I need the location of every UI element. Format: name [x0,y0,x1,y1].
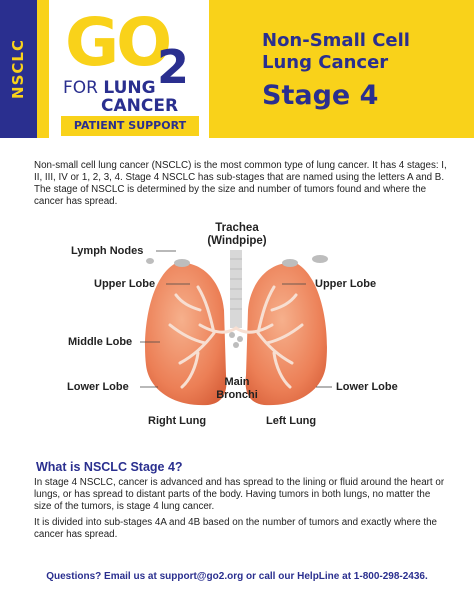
main-bronchi-label [212,376,262,402]
trachea-label-line2: (Windpipe) [207,235,267,247]
logo-for-lung [63,78,156,98]
left-lung-label: Left Lung [266,415,317,427]
logo-two: 2 [157,40,190,94]
section-paragraph-1: In stage 4 NSCLC, cancer is advanced and has spread to the lining or fluid around the heart or lungs, or has spread to distant parts of the body. Having tumors in both lungs, no matter the size of the tumors, is stage 4 lung cancer. [34,477,445,512]
title-line-1: Non-Small Cell [262,30,410,51]
logo-cancer: CANCER [101,96,179,116]
intro-paragraph: Non-small cell lung cancer (NSCLC) is the most common type of lung cancer. It has 4 stages: I, II, III, IV or 1, 2, 3, 4. Stage 4 NSCLC has sub-stages that are named using the letters A and B. The stage of NSCLC is determined by the size and number of tumors found and where the cancer has spread. [34,160,447,207]
section-heading: What is NSCLC Stage 4? [36,460,183,474]
patient-support-badge: PATIENT SUPPORT [61,116,199,136]
upper-lobe-right-lung-label: Upper Lobe [94,278,156,290]
main-bronchi-line2: Bronchi [216,389,258,401]
logo-go: GO [65,4,170,81]
logo-lung: LUNG [103,78,156,98]
page-title [262,30,410,74]
upper-lobe-left-lung-label: Upper Lobe [315,278,377,290]
title-line-2: Lung Cancer [262,52,389,73]
right-lung-label: Right Lung [148,415,207,427]
trachea-label-line1: Trachea [215,222,259,234]
go2-logo [49,0,209,138]
nsclc-tab [0,0,37,138]
stage-title: Stage 4 [262,80,379,111]
footer-contact: Questions? Email us at support@go2.org or call our HelpLine at 1-800-298-2436. [46,571,428,582]
lower-lobe-right-lung-label: Lower Lobe [67,381,129,393]
header-banner [0,0,474,138]
section-paragraph-2: It is divided into sub-stages 4A and 4B based on the number of tumors and exactly where the cancer has spread. [34,517,438,540]
lymph-nodes-label: Lymph Nodes [71,245,144,257]
logo-for: FOR [63,78,98,98]
main-bronchi-line1: Main [224,376,250,388]
middle-lobe-label: Middle Lobe [68,336,133,348]
tab-label: NSCLC [9,39,27,99]
trachea-label [206,222,268,248]
lower-lobe-left-lung-label: Lower Lobe [336,381,398,393]
